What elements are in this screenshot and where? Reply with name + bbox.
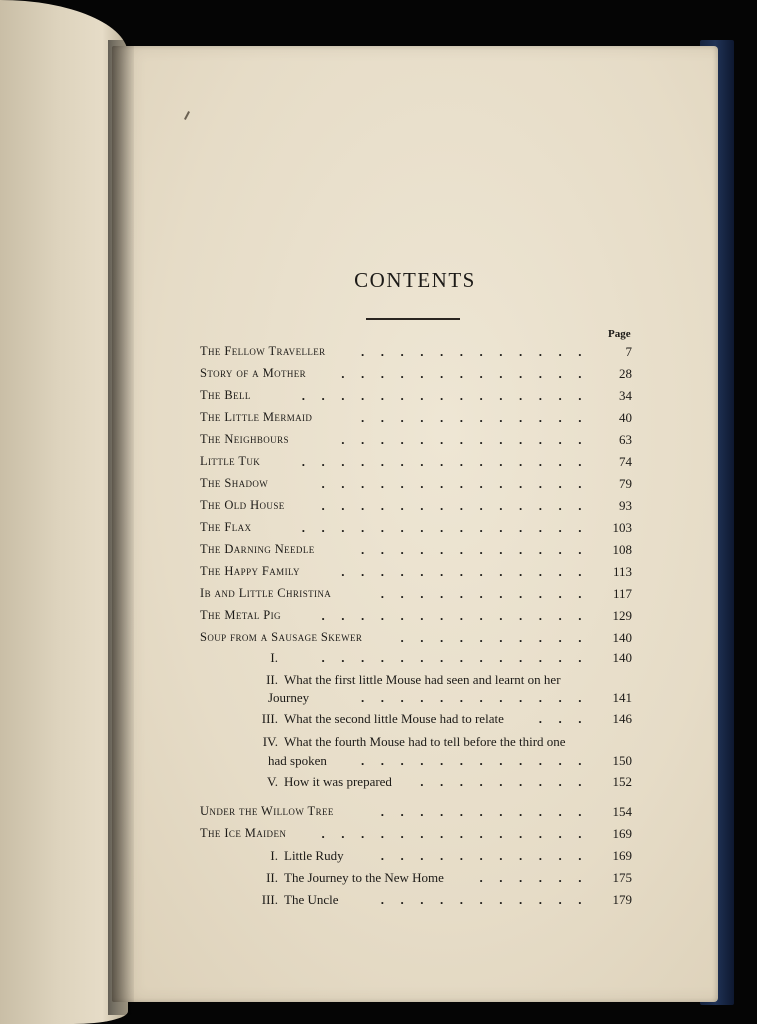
toc-entry-title: The Happy Family: [200, 564, 300, 578]
dot-leader: ..............: [321, 826, 598, 841]
toc-page-number: 93: [619, 498, 632, 513]
toc-entry-title: The Little Mermaid: [200, 410, 313, 424]
toc-page-number: 169: [612, 848, 632, 863]
toc-subentry-title: [228, 672, 561, 688]
toc-entry: [200, 410, 632, 430]
toc-page-number: 103: [612, 520, 632, 535]
toc-subentry-text: The Uncle: [284, 892, 339, 907]
toc-subentry-number: II.: [266, 672, 278, 687]
toc-subentry-text: What the second little Mouse had to relate: [284, 711, 504, 726]
toc-subentry-text: What the fourth Mouse had to tell before the third one: [284, 734, 566, 749]
toc-page-number: 146: [612, 711, 632, 726]
toc-subentry-text: What the first little Mouse had seen and learnt on her: [284, 672, 561, 687]
dot-leader: .............: [341, 366, 598, 381]
toc-page-number: 169: [612, 826, 632, 841]
toc-page-number: 179: [612, 892, 632, 907]
dot-leader: ......: [479, 870, 598, 885]
toc-entry-title: The Shadow: [200, 476, 269, 490]
toc-page-number: 63: [619, 432, 632, 447]
toc-subentry-title: [228, 650, 284, 666]
toc-subentry-title: [228, 774, 392, 790]
toc-entry: [200, 520, 632, 540]
dot-leader: ...........: [380, 892, 598, 907]
toc-entry: [200, 476, 632, 496]
dot-leader: .............: [341, 564, 598, 579]
toc-entry: [200, 608, 632, 628]
dot-leader: ..............: [321, 476, 598, 491]
toc-page-number: 7: [625, 344, 632, 359]
toc-subentry-number: I.: [270, 848, 278, 863]
toc-entry-title: The Ice Maiden: [200, 826, 287, 840]
toc-subentry-title: [228, 848, 344, 864]
toc-subentry-title: [228, 870, 444, 886]
toc-page-number: 150: [612, 753, 632, 768]
toc-entry: [200, 586, 632, 606]
dot-leader: ............: [361, 344, 598, 359]
toc-entry: [200, 498, 632, 518]
toc-subentry-title: [228, 892, 339, 908]
toc-entry-title: Soup from a Sausage Skewer: [200, 630, 363, 644]
toc-entry: [200, 388, 632, 408]
dot-leader: ...........: [380, 586, 598, 601]
toc-subentry-title: [228, 711, 504, 727]
toc-entry-title: The Flax: [200, 520, 252, 534]
toc-page-number: 141: [612, 690, 632, 705]
toc-subentry-number: I.: [270, 650, 278, 665]
dot-leader: ...: [538, 711, 598, 726]
toc-subentry-text: How it was prepared: [284, 774, 392, 789]
toc-page-number: 140: [612, 630, 632, 645]
toc-subentry-number: III.: [261, 892, 278, 907]
toc-entry-title: The Darning Needle: [200, 542, 315, 556]
toc-entry: [200, 454, 632, 474]
toc-entry: [200, 344, 632, 364]
dot-leader: ..............: [321, 608, 598, 623]
toc-entry-title: The Bell: [200, 388, 251, 402]
toc-entry: [200, 774, 632, 794]
toc-entry: [200, 870, 632, 890]
page-column-label: Page: [608, 328, 631, 340]
toc-entry: [200, 711, 632, 731]
toc-page-number: 40: [619, 410, 632, 425]
toc-page-number: 152: [612, 774, 632, 789]
dot-leader: ...........: [380, 848, 598, 863]
toc-entry: [200, 564, 632, 584]
toc-entry: [200, 432, 632, 452]
toc-entry-title: The Fellow Traveller: [200, 344, 326, 358]
toc-entry: [200, 753, 632, 773]
toc-page-number: 117: [612, 586, 632, 601]
dot-leader: ............: [361, 410, 598, 425]
dot-leader: .............: [341, 432, 598, 447]
dot-leader: ...............: [301, 520, 598, 535]
toc-page-number: 175: [612, 870, 632, 885]
dot-leader: ............: [361, 753, 598, 768]
toc-entry: [200, 366, 632, 386]
toc-entry: [200, 690, 632, 710]
toc-entry-continuation: Journey: [268, 690, 310, 705]
toc-entry-title: The Metal Pig: [200, 608, 281, 622]
toc-page-number: 79: [619, 476, 632, 491]
toc-entry: [200, 804, 632, 824]
dot-leader: ...............: [301, 388, 598, 403]
toc-entry: [200, 542, 632, 562]
toc-subentry-number: V.: [267, 774, 278, 789]
toc-page-number: 129: [612, 608, 632, 623]
toc-subentry-text: The Journey to the New Home: [284, 870, 444, 885]
toc-page-number: 108: [612, 542, 632, 557]
toc-entry-title: Under the Willow Tree: [200, 804, 334, 818]
toc-entry: [200, 650, 632, 670]
toc-entry-title: Ib and Little Christina: [200, 586, 332, 600]
dot-leader: ..........: [400, 630, 598, 645]
toc-entry: [200, 672, 632, 692]
toc-entry: [200, 630, 632, 650]
toc-subentry-title: [228, 734, 566, 750]
toc-entry: [200, 734, 632, 754]
toc-entry: [200, 848, 632, 868]
toc-subentry-text: Little Rudy: [284, 848, 344, 863]
toc-page-number: 28: [619, 366, 632, 381]
toc-subentry-number: II.: [266, 870, 278, 885]
dot-leader: ..............: [321, 650, 598, 665]
toc-entry-continuation: had spoken: [268, 753, 327, 768]
toc-entry: [200, 892, 632, 912]
toc-page-number: 140: [612, 650, 632, 665]
toc-page-number: 154: [612, 804, 632, 819]
toc-page-number: 74: [619, 454, 632, 469]
toc-entry-title: Story of a Mother: [200, 366, 307, 380]
contents-heading: CONTENTS: [354, 268, 476, 292]
toc-subentry-number: IV.: [262, 734, 278, 749]
dot-leader: ............: [361, 542, 598, 557]
dot-leader: .........: [420, 774, 598, 789]
toc-page-number: 113: [612, 564, 632, 579]
dot-leader: ...............: [301, 454, 598, 469]
toc-entry-title: The Neighbours: [200, 432, 289, 446]
dot-leader: ...........: [380, 804, 598, 819]
toc-entry-title: The Old House: [200, 498, 285, 512]
dot-leader: ............: [361, 690, 598, 705]
toc-entry: [200, 826, 632, 846]
dot-leader: ..............: [321, 498, 598, 513]
toc-page-number: 34: [619, 388, 632, 403]
toc-entry-title: Little Tuk: [200, 454, 261, 468]
toc-subentry-number: III.: [261, 711, 278, 726]
